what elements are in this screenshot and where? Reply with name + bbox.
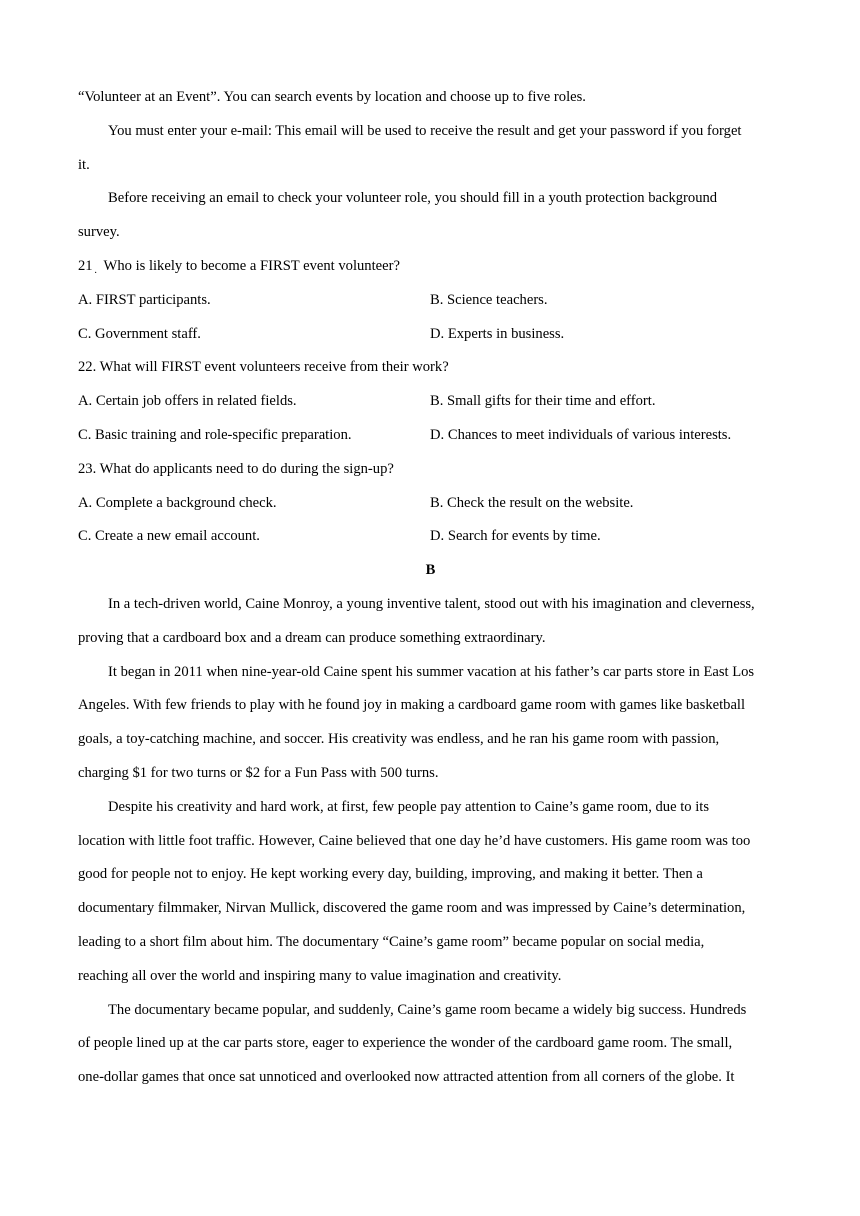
paragraph-line: You must enter your e-mail: This email will be used to receive the result and get your password if you forget <box>108 122 742 139</box>
paragraph-line: In a tech-driven world, Caine Monroy, a young inventive talent, stood out with his imagination and cleverness, <box>108 595 755 612</box>
paragraph <box>78 999 783 1100</box>
paragraph <box>78 661 783 796</box>
option-d: D. Chances to meet individuals of various interests. <box>430 426 732 443</box>
section-heading: B <box>425 562 436 579</box>
question-21 <box>78 255 783 356</box>
option-row <box>78 323 783 357</box>
option-c: C. Government staff. <box>78 325 201 342</box>
paragraph-line: Angeles. With few friends to play with he found joy in making a cardboard game room with games like basketball <box>78 697 746 714</box>
section-b <box>78 559 783 1100</box>
question-23 <box>78 458 783 559</box>
option-a: A. Complete a background check. <box>78 494 277 511</box>
question-stem: 22. What will FIRST event volunteers receive from their work? <box>78 359 449 376</box>
option-row <box>78 525 783 559</box>
option-row <box>78 390 783 424</box>
option-c: C. Basic training and role-specific preparation. <box>78 426 352 443</box>
question-number-mark: · <box>94 267 98 279</box>
paragraph-line: one-dollar games that once sat unnoticed and overlooked now attracted attention from all corners of the globe. It <box>78 1069 735 1086</box>
paragraph-line: proving that a cardboard box and a dream can produce something extraordinary. <box>78 629 546 646</box>
paragraph-line: reaching all over the world and inspiring many to value imagination and creativity. <box>78 967 562 984</box>
paragraph-line: it. <box>78 156 90 173</box>
option-row <box>78 424 783 458</box>
option-b: B. Science teachers. <box>430 291 548 308</box>
question-text: Who is likely to become a FIRST event volunteer? <box>103 257 400 274</box>
paragraph-line: It began in 2011 when nine-year-old Caine spent his summer vacation at his father’s car parts store in East Los <box>108 663 755 680</box>
option-b: B. Small gifts for their time and effort. <box>430 393 656 410</box>
paragraph-line: survey. <box>78 224 120 241</box>
paragraph <box>78 593 783 661</box>
question-number: 21 <box>78 257 93 274</box>
paragraph <box>78 796 783 999</box>
option-row <box>78 289 783 323</box>
question-22 <box>78 356 783 457</box>
paragraph-line: The documentary became popular, and suddenly, Caine’s game room became a widely big success. Hundreds <box>108 1001 747 1018</box>
option-a: A. Certain job offers in related fields. <box>78 393 297 410</box>
option-d: D. Search for events by time. <box>430 528 601 545</box>
option-d: D. Experts in business. <box>430 325 565 342</box>
question-stem <box>78 255 783 289</box>
paragraph-line: good for people not to enjoy. He kept working every day, building, improving, and making it better. Then a <box>78 866 703 883</box>
paragraph-line: Before receiving an email to check your volunteer role, you should fill in a youth protection background <box>108 190 718 207</box>
paragraph-line: documentary filmmaker, Nirvan Mullick, discovered the game room and was impressed by Caine’s determination, <box>78 900 746 917</box>
option-b: B. Check the result on the website. <box>430 494 634 511</box>
option-c: C. Create a new email account. <box>78 528 260 545</box>
paragraph-line: charging $1 for two turns or $2 for a Fun Pass with 500 turns. <box>78 764 439 781</box>
question-stem: 23. What do applicants need to do during the sign-up? <box>78 460 394 477</box>
paragraph-line: goals, a toy-catching machine, and soccer. His creativity was endless, and he ran his game room with passion, <box>78 731 720 748</box>
passage-a-tail <box>78 86 783 255</box>
option-row <box>78 492 783 526</box>
paragraph-line: Despite his creativity and hard work, at first, few people pay attention to Caine’s game room, due to its <box>108 798 710 815</box>
paragraph-line: “Volunteer at an Event”. You can search events by location and choose up to five roles. <box>78 89 586 105</box>
paragraph-line: location with little foot traffic. However, Caine believed that one day he’d have customers. His game room was too <box>78 832 751 849</box>
option-a: A. FIRST participants. <box>78 291 211 308</box>
paragraph-line: leading to a short film about him. The documentary “Caine’s game room” became popular on social media, <box>78 933 705 950</box>
document-page <box>78 86 783 1100</box>
paragraph-line: of people lined up at the car parts store, eager to experience the wonder of the cardboard game room. The small, <box>78 1035 733 1052</box>
